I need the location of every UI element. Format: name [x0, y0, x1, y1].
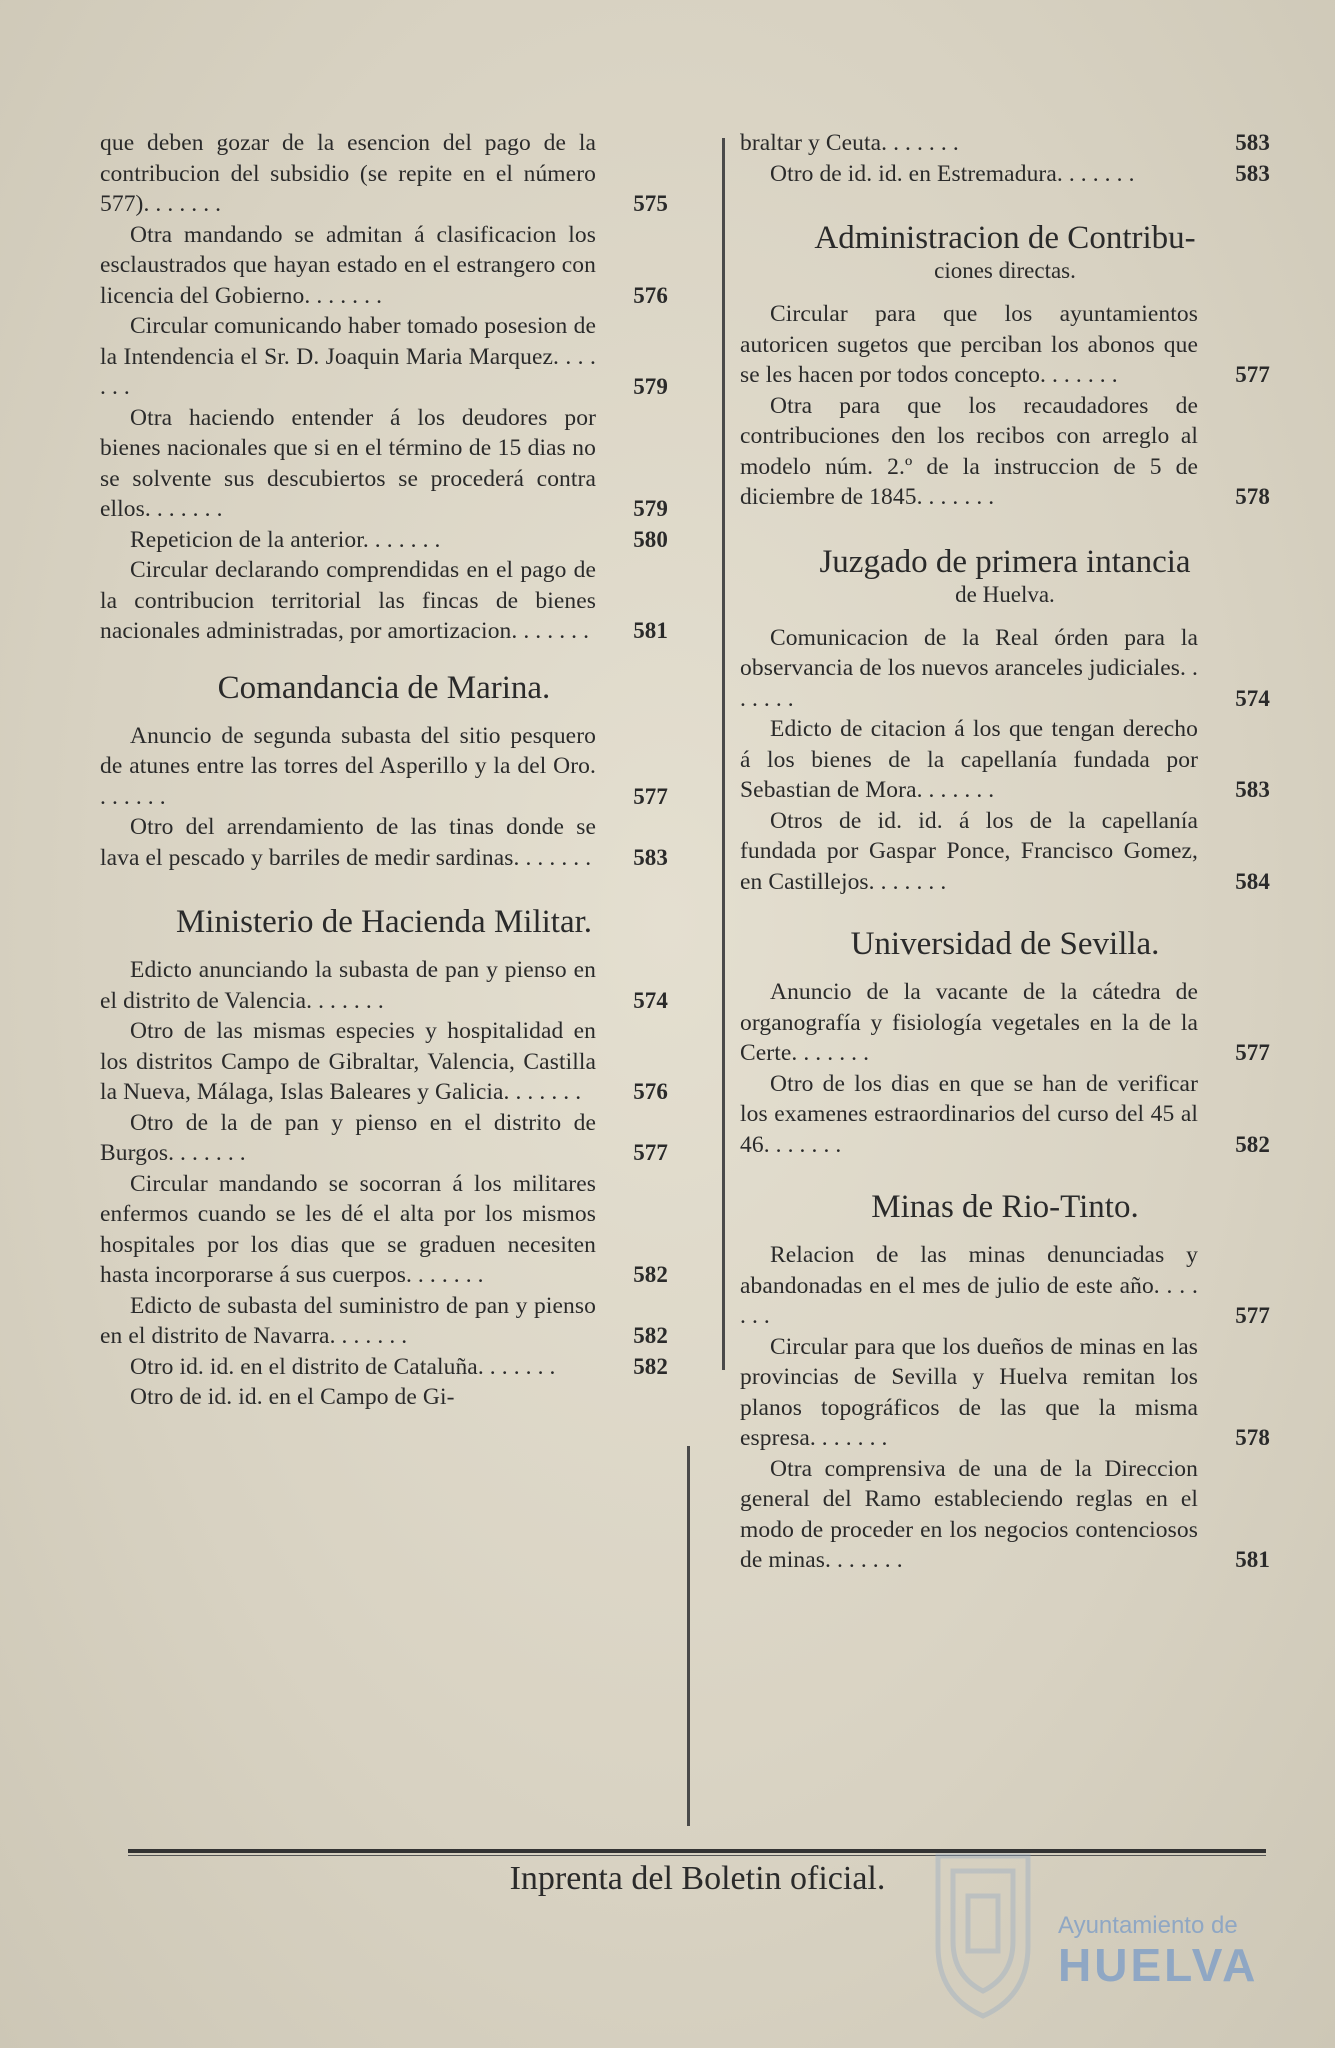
index-entry: [100, 1108, 668, 1169]
entry-text: Otro de los dias en que se han de verificar los examenes estraordinarios del curso del 45 al 46. . . . . . .: [740, 1070, 1198, 1158]
index-entry: [100, 220, 668, 312]
index-entry: [740, 1332, 1270, 1454]
column-divider-lower: [687, 1446, 690, 1826]
entry-text: Otra para que los recaudadores de contribuciones den los recibos con arreglo al modelo núm. 2.º de la instruccion de 5 de diciembre de 1845. . . . . . .: [740, 392, 1198, 510]
minas-entries: [740, 1240, 1270, 1576]
page-number: 578: [1235, 1425, 1270, 1450]
hacienda-entries: [100, 955, 668, 1413]
page-number: 575: [633, 191, 668, 216]
index-entry: [740, 806, 1270, 898]
index-entry: [100, 955, 668, 1016]
index-entry: [740, 977, 1270, 1069]
index-entry: [740, 623, 1270, 715]
entry-text: Otro de id. id. en el Campo de Gi-: [130, 1384, 455, 1410]
entry-text: Anuncio de la vacante de la cátedra de organografía y fisiología vegetales en la de la Certe. . . . . . .: [740, 979, 1198, 1066]
section-title-minas: [740, 1188, 1270, 1226]
page-number: 583: [1235, 777, 1270, 802]
left-column: [100, 128, 668, 1413]
watermark-line1: Ayuntamiento de: [1058, 1912, 1238, 1939]
entry-text: Relacion de las minas denunciadas y abandonadas en el mes de julio de este año. . . . . . .: [740, 1242, 1198, 1329]
entry-text: Otro de id. id. en Estremadura. . . . . . .: [770, 160, 1135, 187]
page-number: 579: [633, 374, 668, 399]
left-top-entries: [100, 128, 668, 647]
section-title-text: Minas de Rio-Tinto.: [871, 1189, 1139, 1225]
entry-text: Otro de la de pan y pienso en el distrito de Burgos. . . . . . .: [100, 1109, 596, 1166]
section-title-text: Comandancia de Marina.: [217, 669, 551, 706]
section-title-text: Universidad de Sevilla.: [850, 926, 1160, 962]
index-entry: [740, 391, 1270, 513]
column-divider-upper: [722, 138, 725, 1370]
page-number: 579: [633, 496, 668, 521]
page-number: 576: [633, 1079, 668, 1104]
page-number: 577: [1235, 1303, 1270, 1328]
entry-text: Circular mandando se socorran á los militares enfermos cuando se les dé el alta por los mismos hospitales por los dias que se graduen necesiten hasta incorporarse á sus cuerpos. . . . . . .: [100, 1170, 596, 1288]
page-number: 577: [1235, 362, 1270, 387]
universidad-entries: [740, 977, 1270, 1160]
entry-text: Circular comunicando haber tomado posesion de la Intendencia el Sr. D. Joaquin Maria Marquez. . . . . . .: [100, 313, 596, 400]
juzgado-entries: [740, 623, 1270, 898]
page-number: 581: [633, 618, 668, 643]
entry-text: Comunicacion de la Real órden para la observancia de los nuevos aranceles judiciales. . . . . . .: [740, 624, 1198, 712]
page-number: 574: [1235, 685, 1270, 711]
section-title-text: Administracion de Contribu-: [814, 220, 1196, 256]
index-entry: [100, 555, 668, 647]
entry-text: Otro del arrendamiento de las tinas donde se lava el pescado y barriles de medir sardinas. . . . . . .: [100, 814, 596, 871]
index-entry: [740, 1240, 1270, 1332]
entry-text: Anuncio de segunda subasta del sitio pesquero de atunes entre las torres del Asperillo y la del Oro. . . . . . .: [100, 722, 596, 810]
entry-text: Circular declarando comprendidas en el pago de la contribucion territorial las fincas de bienes nacionales administradas, por amortizacion. . . . . . .: [100, 557, 596, 644]
index-entry: [100, 1016, 668, 1108]
section-title-text: Ministerio de Hacienda Militar.: [175, 904, 593, 940]
index-entry: [100, 1291, 668, 1352]
index-entry: [740, 159, 1270, 190]
page-number: 584: [1235, 868, 1270, 894]
page-number: 577: [1235, 1040, 1270, 1065]
page-number: 583: [1235, 130, 1270, 155]
index-entry: [100, 812, 668, 873]
entry-text: Otros de id. id. á los de la capellanía fundada por Gaspar Ponce, Francisco Gomez, en Castillejos. . . . . . .: [740, 807, 1198, 895]
index-entry: [740, 128, 1270, 159]
entry-text: que deben gozar de la esencion del pago de la contribucion del subsidio (se repite en el número 577). . . . . . .: [100, 130, 596, 217]
index-entry: [740, 1069, 1270, 1161]
page-number: 582: [633, 1262, 668, 1287]
entry-text: Edicto de citacion á los que tengan derecho á los bienes de la capellanía fundada por Sebastian de Mora. . . . . . .: [740, 716, 1198, 803]
index-entry: [100, 721, 668, 813]
page-number: 582: [633, 1353, 668, 1379]
index-entry: [100, 1382, 668, 1413]
marina-entries: [100, 721, 668, 874]
index-entry: [740, 1454, 1270, 1576]
page-number: 574: [633, 987, 668, 1013]
index-entry: [100, 311, 668, 403]
page-number: 582: [1235, 1131, 1270, 1157]
entry-text: Otra comprensiva de una de la Direccion general del Ramo estableciendo reglas en el modo de proceder en los negocios contenciosos de minas. . . . . . .: [740, 1455, 1198, 1573]
contribuciones-entries: [740, 299, 1270, 513]
entry-text: Circular para que los dueños de minas en las provincias de Sevilla y Huelva remitan los planos topográficos de las que la misma espresa. . . . . . .: [740, 1333, 1198, 1451]
page-number: 577: [633, 1140, 668, 1165]
section-title-text: Juzgado de primera intancia: [819, 543, 1191, 580]
entry-text: Edicto de subasta del suministro de pan y pienso en el distrito de Navarra. . . . . . .: [100, 1292, 596, 1349]
index-entry: [100, 1169, 668, 1291]
index-entry: [740, 714, 1270, 806]
section-title-marina: [100, 669, 668, 707]
page-number: 576: [633, 282, 668, 308]
watermark: [1058, 1912, 1258, 1990]
page-number: 577: [633, 783, 668, 809]
page-number: 583: [633, 844, 668, 870]
section-title-juzgado: [740, 543, 1270, 609]
entry-text: Otro id. id. en el distrito de Cataluña. . . . . . .: [130, 1353, 556, 1380]
entry-text: Otro de las mismas especies y hospitalidad en los distritos Campo de Gibraltar, Valencia, Castilla la Nueva, Málaga, Islas Baleares y Galicia. . . . . . .: [100, 1018, 596, 1105]
page-number: 583: [1235, 160, 1270, 186]
page-number: 581: [1235, 1547, 1270, 1572]
entry-text: braltar y Ceuta. . . . . . .: [740, 130, 959, 156]
index-entry: [100, 1352, 668, 1383]
section-title-universidad: [740, 925, 1270, 963]
page-number: 580: [633, 526, 668, 552]
section-title-hacienda: [100, 903, 668, 941]
index-entry: [100, 403, 668, 525]
section-subtitle: ciones directas.: [934, 258, 1076, 283]
section-title-contribuciones: [740, 219, 1270, 285]
right-column: [740, 128, 1270, 1576]
right-top-entries: [740, 128, 1270, 189]
entry-text: Otra mandando se admitan á clasificacion los esclaustrados que hayan estado en el estrangero con licencia del Gobierno. . . . . . .: [100, 221, 596, 309]
index-entry: [740, 299, 1270, 391]
entry-text: Repeticion de la anterior. . . . . . .: [130, 526, 441, 553]
page-number: 578: [1235, 484, 1270, 509]
entry-text: Edicto anunciando la subasta de pan y pienso en el distrito de Valencia. . . . . . .: [100, 957, 596, 1014]
imprint-text: Inprenta del Boletin oficial.: [509, 1860, 886, 1897]
entry-text: Otra haciendo entender á los deudores por bienes nacionales que si en el término de 15 dias no se solvente sus descubiertos se procederá contra ellos. . . . . . .: [100, 404, 596, 522]
section-subtitle: de Huelva.: [955, 581, 1055, 607]
page-number: 582: [633, 1323, 668, 1348]
index-entry: [100, 128, 668, 220]
index-entry: [100, 525, 668, 556]
watermark-line2: HUELVA: [1058, 1939, 1259, 1991]
entry-text: Circular para que los ayuntamientos autoricen sugetos que perciban los abonos que se les hacen por todos concepto. . . . . . .: [740, 301, 1198, 388]
